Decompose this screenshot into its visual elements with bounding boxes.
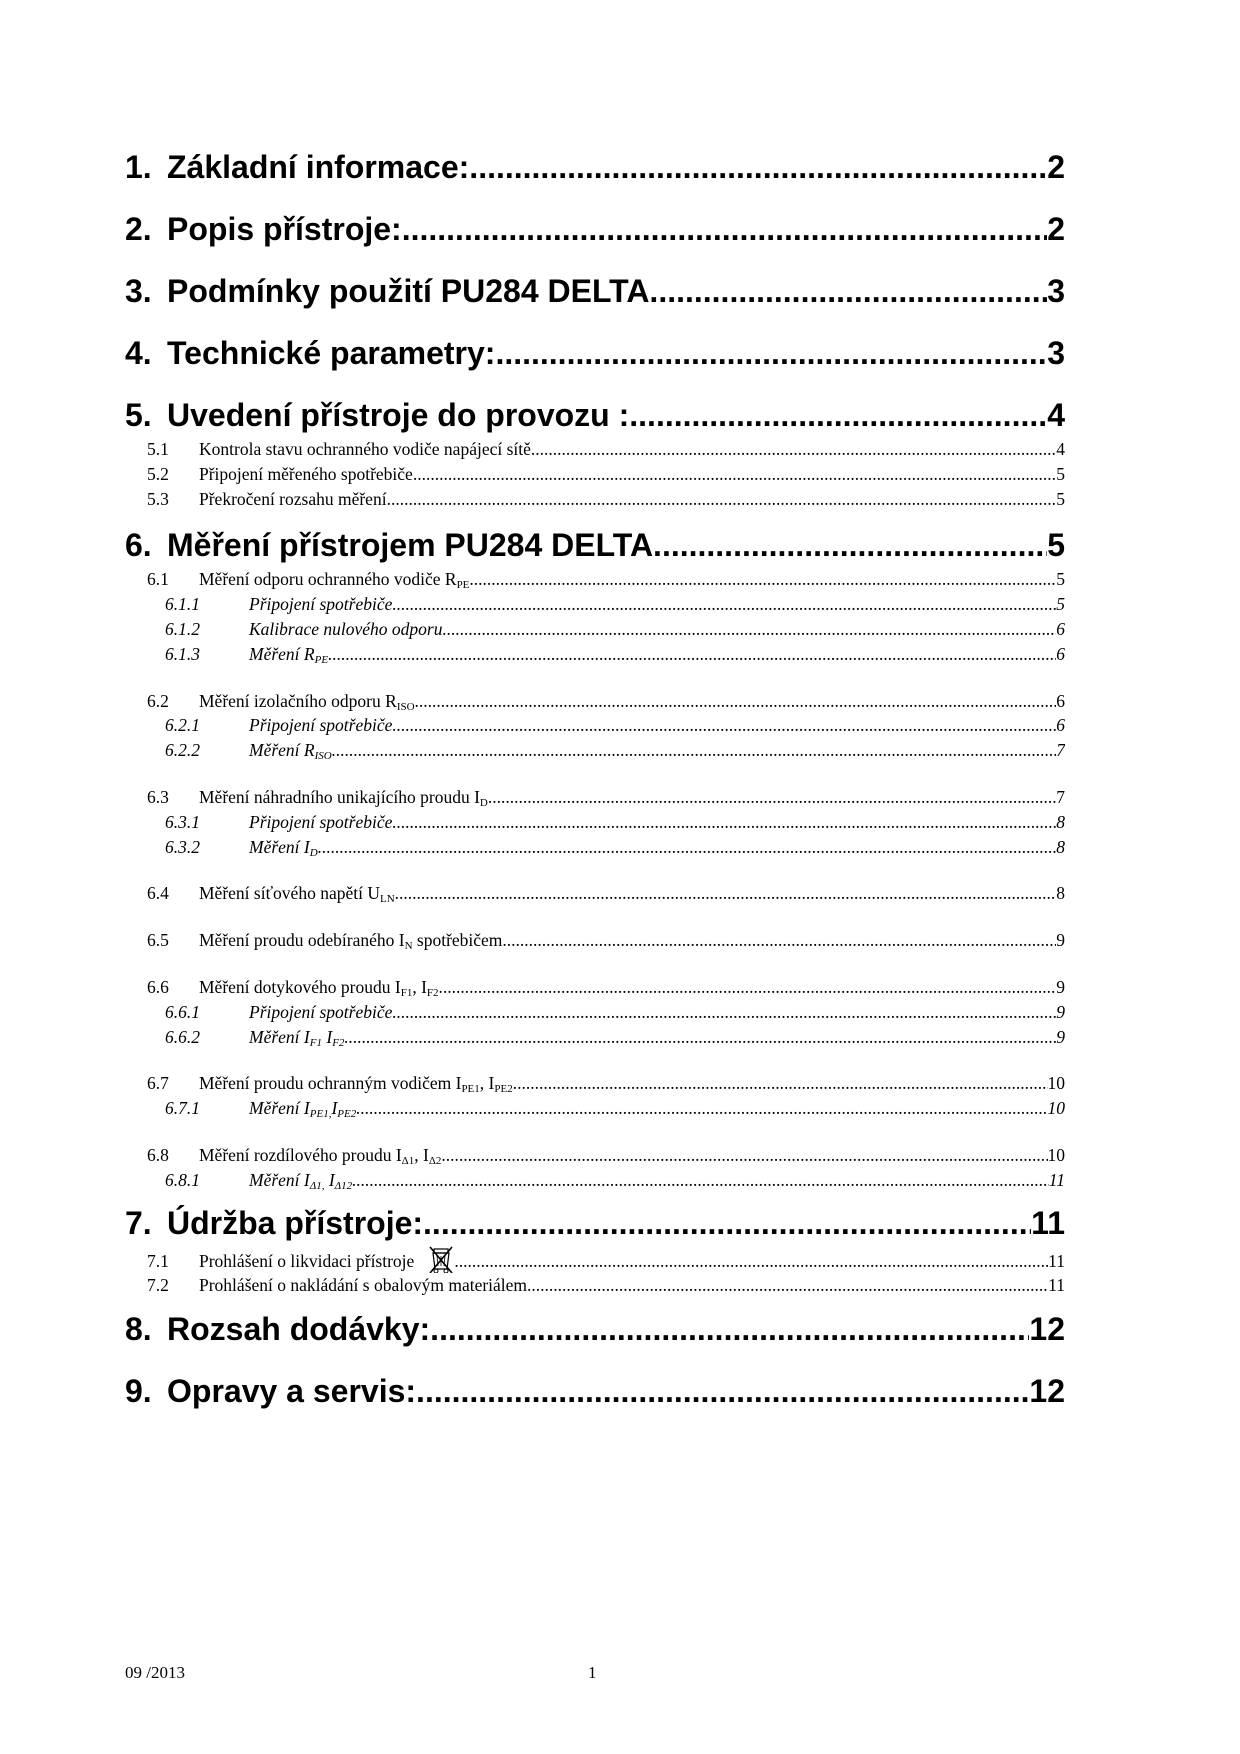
toc-page: 10 <box>1047 1144 1065 1165</box>
toc-entry-6-6-2[interactable] <box>125 1025 1065 1050</box>
toc-leader <box>439 975 1057 1000</box>
toc-page: 8 <box>1056 883 1065 904</box>
toc-leader <box>441 1143 1047 1168</box>
toc-number: 3. <box>125 273 152 309</box>
toc-entry-6-3-2[interactable] <box>125 835 1065 860</box>
toc-page: 3 <box>1047 273 1065 309</box>
toc-number: 6.7 <box>147 1073 169 1094</box>
toc-number: 5.3 <box>147 488 169 509</box>
toc-number: 6.7.1 <box>165 1098 200 1119</box>
toc-page: 11 <box>1048 1250 1065 1271</box>
toc-leader <box>454 1247 1048 1273</box>
toc-page: 2 <box>1047 211 1065 247</box>
toc-entry-7-2[interactable] <box>125 1273 1065 1298</box>
toc-leader <box>395 881 1057 906</box>
toc-page: 9 <box>1056 976 1065 997</box>
toc-entry-9[interactable] <box>125 1369 1065 1431</box>
toc-number: 6.8 <box>147 1144 169 1165</box>
toc-title: Měření $I_{F1}$ $I_{F2}$ <box>249 1026 345 1049</box>
toc-title: Připojení spotřebiče <box>249 594 393 615</box>
toc-number: 6.2.1 <box>165 715 200 736</box>
toc-page: 3 <box>1047 335 1065 371</box>
toc-entry-6-6[interactable] <box>125 975 1065 1000</box>
toc-page: 5 <box>1056 569 1065 590</box>
toc-page: 6 <box>1056 690 1065 711</box>
toc-number: 8. <box>125 1311 152 1348</box>
toc-entry-5[interactable] <box>125 393 1065 437</box>
toc-entry-6-1-2[interactable] <box>125 617 1065 642</box>
toc-page: 11 <box>1048 1169 1065 1190</box>
toc-page: 9 <box>1056 1026 1065 1047</box>
toc-leader <box>356 1096 1047 1121</box>
toc-page: 8 <box>1056 836 1065 857</box>
toc-title: Měření přístrojem PU284 DELTA <box>167 527 654 564</box>
toc-number: 5. <box>125 397 152 433</box>
toc-number: 6.3.2 <box>165 836 200 857</box>
toc-title: Údržba přístroje: <box>167 1204 424 1241</box>
toc-title: Měření proudu odebíraného $I_N$ spotřebičem <box>199 930 503 953</box>
toc-leader <box>344 1025 1056 1050</box>
toc-leader <box>416 1369 1029 1413</box>
toc-page: 6 <box>1056 618 1065 639</box>
toc-number: 6.3 <box>147 786 169 807</box>
crossed-out-wheelie-bin-icon <box>428 1245 454 1273</box>
table-of-contents <box>125 145 1065 1431</box>
toc-title: Opravy a servis: <box>167 1373 417 1410</box>
toc-number: 6. <box>125 527 152 564</box>
toc-leader <box>649 269 1047 313</box>
toc-title: Kontrola stavu ochranného vodiče napájecí sítě <box>199 439 531 459</box>
toc-title: Měření $R_{PE}$ <box>249 643 329 666</box>
toc-title: Uvedení přístroje do provozu : <box>167 397 630 433</box>
toc-entry-7-1[interactable] <box>125 1245 1065 1273</box>
toc-leader <box>653 523 1047 567</box>
toc-entry-7[interactable] <box>125 1201 1065 1245</box>
toc-number: 6.6.1 <box>165 1001 200 1022</box>
toc-entry-6-5[interactable] <box>125 928 1065 953</box>
toc-leader <box>387 487 1057 512</box>
toc-title: Měření $I_{PE1,}I_{PE2}$ <box>249 1098 357 1121</box>
toc-entry-8[interactable] <box>125 1307 1065 1369</box>
toc-leader <box>392 592 1056 617</box>
toc-title: Prohlášení o nakládání s obalovým materiálem <box>199 1274 528 1295</box>
toc-page: 5 <box>1056 463 1065 484</box>
toc-number: 5.1 <box>147 439 169 459</box>
toc-entry-5-1[interactable] <box>125 437 1065 462</box>
toc-entry-5-2[interactable] <box>125 462 1065 487</box>
footer-date: 09 /2013 <box>125 1663 185 1682</box>
toc-page: 10 <box>1047 1073 1065 1094</box>
toc-entry-6-8-1[interactable] <box>125 1168 1065 1193</box>
toc-number: 6.1 <box>147 569 169 590</box>
toc-entry-6-2-1[interactable] <box>125 713 1065 738</box>
toc-entry-6-7-1[interactable] <box>125 1096 1065 1121</box>
toc-leader <box>392 810 1056 835</box>
toc-entry-6-1-1[interactable] <box>125 592 1065 617</box>
toc-entry-6-3[interactable] <box>125 785 1065 810</box>
toc-leader <box>392 1000 1056 1025</box>
toc-title: Připojení měřeného spotřebiče <box>199 463 413 484</box>
toc-page: 2 <box>1047 149 1065 185</box>
toc-page: 5 <box>1056 488 1065 509</box>
toc-number: 6.6 <box>147 976 169 997</box>
toc-title: Měření náhradního unikajícího proudu $I_D$ <box>199 786 488 809</box>
toc-leader <box>488 785 1056 810</box>
toc-leader <box>527 1273 1048 1298</box>
toc-leader <box>413 462 1056 487</box>
toc-number: 7.2 <box>147 1274 169 1295</box>
toc-page: 7 <box>1056 786 1065 807</box>
toc-entry-6-2[interactable] <box>125 689 1065 714</box>
toc-page: 9 <box>1056 1001 1065 1022</box>
toc-number: 6.5 <box>147 930 169 951</box>
toc-title: Měření izolačního odporu $R_{ISO}$ <box>199 690 415 713</box>
toc-title: Měření $I_{\Delta 1,}$ $I_{\Delta 12}$ <box>249 1169 353 1192</box>
toc-page: 9 <box>1056 930 1065 951</box>
toc-page: 11 <box>1031 1204 1065 1241</box>
toc-leader <box>531 437 1056 462</box>
toc-number: 6.2.2 <box>165 740 200 761</box>
toc-leader <box>430 1307 1029 1351</box>
toc-entry-6-8[interactable] <box>125 1143 1065 1168</box>
toc-leader <box>332 738 1057 763</box>
toc-page: 12 <box>1029 1373 1065 1410</box>
toc-number: 2. <box>125 211 152 247</box>
toc-number: 6.3.1 <box>165 811 200 832</box>
toc-title: Základní informace: <box>167 149 470 185</box>
footer-page-number: 1 <box>588 1663 597 1682</box>
toc-title: Měření proudu ochranným vodičem $I_{PE1}$, $I_{PE2}$ <box>199 1073 513 1096</box>
toc-title: Připojení spotřebiče <box>249 715 393 736</box>
toc-page: 6 <box>1056 715 1065 736</box>
toc-entry-6-3-1[interactable] <box>125 810 1065 835</box>
toc-leader <box>495 331 1047 375</box>
toc-page: 7 <box>1056 740 1065 761</box>
toc-page: 10 <box>1047 1098 1065 1119</box>
toc-entry-6[interactable] <box>125 523 1065 567</box>
toc-title: Popis přístroje: <box>167 211 402 247</box>
toc-entry-4[interactable] <box>125 331 1065 393</box>
toc-title: Měření rozdílového proudu $I_{\Delta 1}$, $I_{\Delta 2}$ <box>199 1144 442 1167</box>
toc-leader <box>415 689 1057 714</box>
toc-leader <box>423 1201 1031 1245</box>
toc-page: 5 <box>1047 527 1065 564</box>
toc-title: Podmínky použití PU284 DELTA <box>167 273 650 309</box>
toc-leader <box>513 1071 1048 1096</box>
toc-title: Kalibrace nulového odporu <box>249 618 443 639</box>
toc-leader <box>629 393 1047 437</box>
toc-title: Připojení spotřebiče <box>249 1001 393 1022</box>
toc-entry-6-6-1[interactable] <box>125 1000 1065 1025</box>
toc-entry-6-7[interactable] <box>125 1071 1065 1096</box>
toc-leader <box>402 207 1048 251</box>
toc-leader <box>328 642 1056 667</box>
toc-number: 4. <box>125 335 152 371</box>
toc-leader <box>442 617 1056 642</box>
toc-page: 8 <box>1056 811 1065 832</box>
toc-leader <box>469 567 1056 592</box>
toc-leader <box>502 928 1056 953</box>
toc-number: 7. <box>125 1204 152 1241</box>
toc-page: 12 <box>1029 1311 1065 1348</box>
toc-number: 6.4 <box>147 883 169 904</box>
toc-page: 4 <box>1047 397 1065 433</box>
toc-page: 5 <box>1056 594 1065 615</box>
toc-leader <box>318 835 1057 860</box>
toc-number: 1. <box>125 149 152 185</box>
toc-page: 4 <box>1056 439 1065 459</box>
toc-entry-6-4[interactable] <box>125 881 1065 906</box>
toc-title: Rozsah dodávky: <box>167 1311 431 1348</box>
toc-number: 6.1.2 <box>165 618 200 639</box>
toc-title: Měření síťového napětí $U_{LN}$ <box>199 883 395 906</box>
toc-title: Měření odporu ochranného vodiče $R_{PE}$ <box>199 569 470 592</box>
toc-title: Prohlášení o likvidaci přístroje <box>199 1245 454 1273</box>
toc-entry-5-3[interactable] <box>125 487 1065 512</box>
toc-number: 9. <box>125 1373 152 1410</box>
toc-number: 6.1.3 <box>165 643 200 664</box>
toc-entry-2[interactable] <box>125 207 1065 269</box>
toc-number: 7.1 <box>147 1250 169 1271</box>
toc-page: 11 <box>1048 1274 1065 1295</box>
toc-entry-6-1-3[interactable] <box>125 642 1065 667</box>
toc-number: 6.6.2 <box>165 1026 200 1047</box>
toc-number: 6.8.1 <box>165 1169 200 1190</box>
toc-entry-6-2-2[interactable] <box>125 738 1065 763</box>
toc-title: Připojení spotřebiče <box>249 811 393 832</box>
toc-title: Měření $R_{ISO}$ <box>249 740 332 763</box>
toc-number: 6.2 <box>147 690 169 711</box>
toc-number: 5.2 <box>147 463 169 484</box>
toc-title: Technické parametry: <box>167 335 496 371</box>
toc-leader <box>469 145 1047 189</box>
toc-leader <box>352 1168 1049 1193</box>
toc-title: Měření $I_D$ <box>249 836 318 859</box>
toc-title: Měření dotykového proudu $I_{F1}$, $I_{F2}$ <box>199 976 439 999</box>
toc-number: 6.1.1 <box>165 594 200 615</box>
toc-entry-3[interactable] <box>125 269 1065 331</box>
toc-entry-1[interactable] <box>125 145 1065 207</box>
toc-title: Překročení rozsahu měření <box>199 488 387 509</box>
toc-entry-6-1[interactable] <box>125 567 1065 592</box>
toc-page: 6 <box>1056 643 1065 664</box>
toc-leader <box>392 713 1056 738</box>
